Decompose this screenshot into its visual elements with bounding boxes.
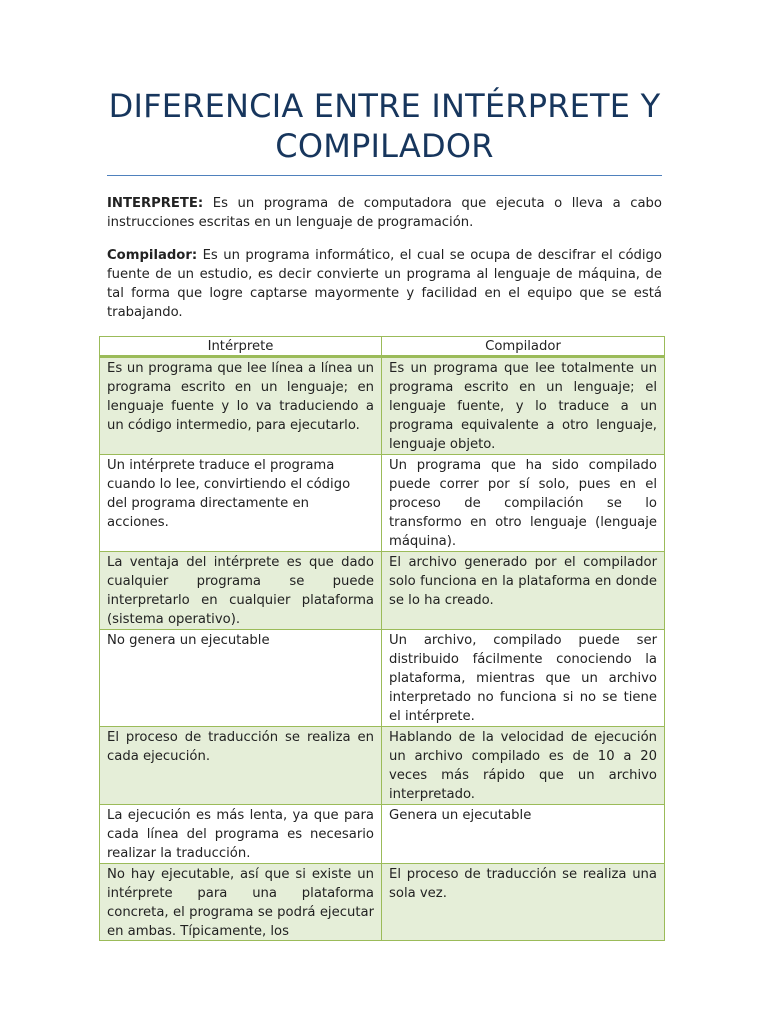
cell-interprete: La ejecución es más lenta, ya que para cada línea del programa es necesario realizar la traducción. <box>100 805 382 864</box>
table-row <box>100 455 665 552</box>
table-row <box>100 727 665 805</box>
cell-interprete: No genera un ejecutable <box>100 630 382 727</box>
column-header-compilador: Compilador <box>382 337 665 357</box>
table-row <box>100 864 665 941</box>
cell-interprete: El proceso de traducción se realiza en cada ejecución. <box>100 727 382 805</box>
cell-compilador: El archivo generado por el compilador solo funciona en la plataforma en donde se lo ha creado. <box>382 552 665 630</box>
title-underline <box>107 175 662 176</box>
cell-interprete: Es un programa que lee línea a línea un programa escrito en un lenguaje; en lenguaje fuente y lo va traduciendo a un código intermedio, para ejecutarlo. <box>100 357 382 455</box>
table-header-row <box>100 337 665 357</box>
cell-compilador-text: El proceso de traducción se realiza una sola vez. <box>389 867 657 901</box>
definition-compilador-text: Es un programa informático, el cual se ocupa de descifrar el código fuente de un estudio, es decir convierte un programa al lenguaje de máquina, de tal forma que logre captarse mayormente y facilidad en el equipo que se está trabajando. <box>107 248 662 320</box>
column-header-interprete: Intérprete <box>100 337 382 357</box>
cell-compilador: Es un programa que lee totalmente un programa escrito en un lenguaje; el lenguaje fuente, y lo traduce a un programa equivalente a otro lenguaje, lenguaje objeto. <box>382 357 665 455</box>
cell-interprete-text: No hay ejecutable, así que si existe un intérprete para una plataforma concreta, el programa se podrá ejecutar en ambas. Típicamente, los <box>107 867 374 939</box>
cell-compilador <box>382 864 665 941</box>
cell-interprete: La ventaja del intérprete es que dado cualquier programa se puede interpretarlo en cualquier plataforma (sistema operativo). <box>100 552 382 630</box>
term-interprete: INTERPRETE: <box>107 196 204 211</box>
cell-interprete <box>100 864 382 941</box>
table-row <box>100 357 665 455</box>
cell-compilador: Un programa que ha sido compilado puede correr por sí solo, pues en el proceso de compilación se lo transformo en otro lenguaje (lenguaje máquina). <box>382 455 665 552</box>
term-compilador: Compilador: <box>107 248 198 263</box>
table-row <box>100 552 665 630</box>
definition-compilador <box>107 246 662 322</box>
cell-interprete: Un intérprete traduce el programa cuando lo lee, convirtiendo el código del programa directamente en acciones. <box>100 455 382 552</box>
table-row <box>100 805 665 864</box>
document-title: DIFERENCIA ENTRE INTÉRPRETE Y COMPILADOR <box>108 87 661 165</box>
definition-interprete <box>107 194 662 232</box>
definition-interprete-text: Es un programa de computadora que ejecuta o lleva a cabo instrucciones escritas en un lenguaje de programación. <box>107 196 662 230</box>
cell-compilador: Hablando de la velocidad de ejecución un archivo compilado es de 10 a 20 veces más rápido que un archivo interpretado. <box>382 727 665 805</box>
cell-compilador: Genera un ejecutable <box>382 805 665 864</box>
comparison-table <box>99 336 665 941</box>
table-row <box>100 630 665 727</box>
cell-compilador: Un archivo, compilado puede ser distribuido fácilmente conociendo la plataforma, mientras que un archivo interpretado no funciona si no se tiene el intérprete. <box>382 630 665 727</box>
